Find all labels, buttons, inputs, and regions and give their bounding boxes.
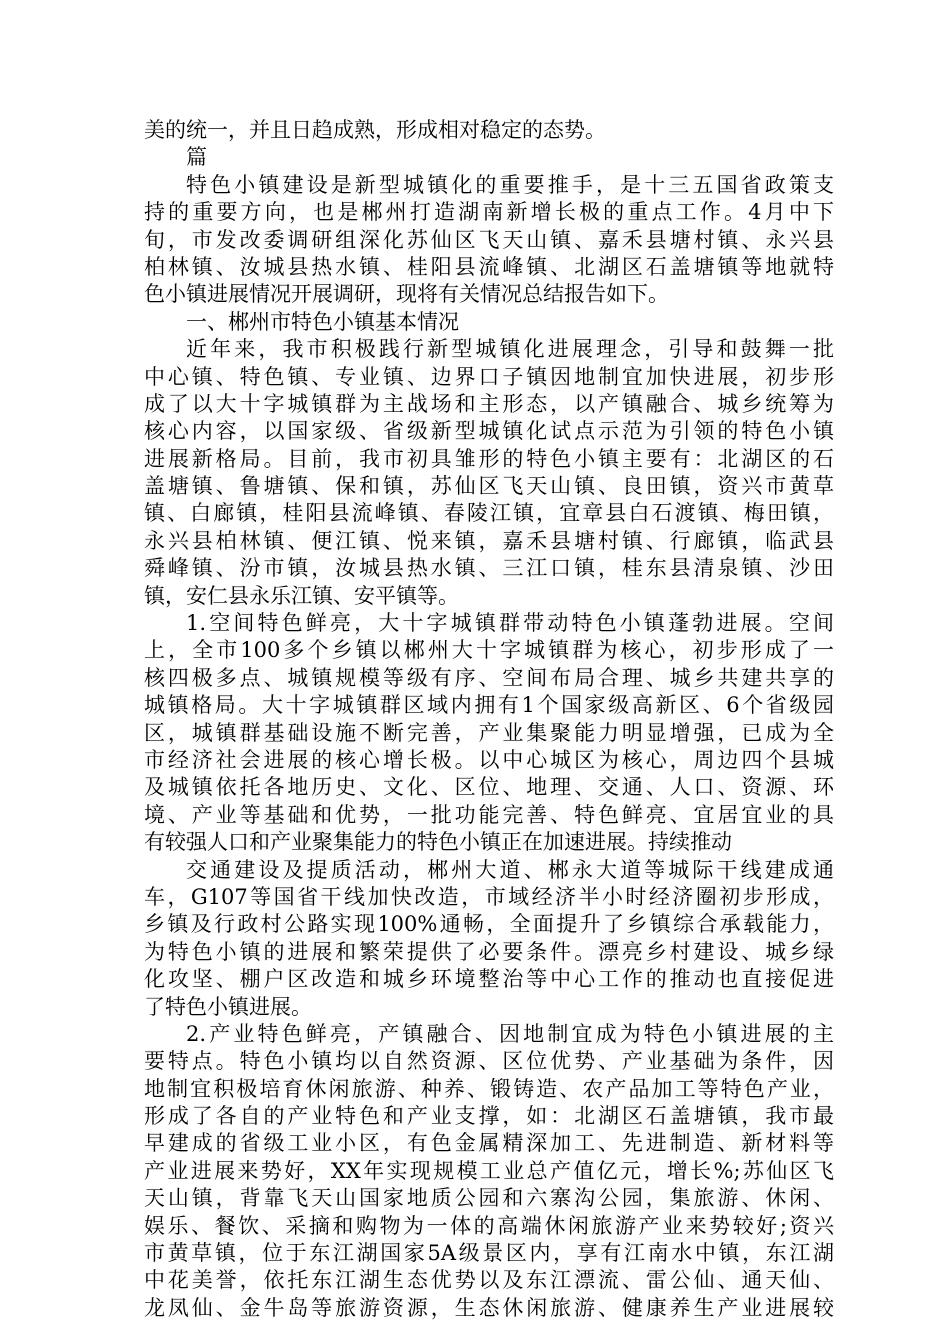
text-line: 及城镇依托各地历史、文化、区位、地理、交通、人口、资源、环 bbox=[144, 775, 834, 800]
text-line: 为特色小镇的进展和繁荣提供了必要条件。漂亮乡村建设、城乡绿 bbox=[144, 939, 834, 964]
text-line: 城镇格局。大十字城镇群区域内拥有1个国家级高新区、6个省级园 bbox=[144, 693, 834, 718]
text-line: 1.空间特色鲜亮，大十字城镇群带动特色小镇蓬勃进展。空间 bbox=[186, 611, 834, 636]
text-line: 天山镇，背靠飞天山国家地质公园和六寨沟公园，集旅游、休闲、 bbox=[144, 1186, 834, 1211]
text-line: 了特色小镇进展。 bbox=[144, 994, 312, 1019]
text-line: 一、郴州市特色小镇基本情况 bbox=[186, 309, 459, 334]
text-line: 产业进展来势好，XX年实现规模工业总产值亿元，增长%;苏仙区飞 bbox=[144, 1158, 834, 1183]
text-line: 核四极多点、城镇规模等级有序、空间布局合理、城乡共建共享的 bbox=[144, 665, 834, 690]
text-line: 篇 bbox=[186, 145, 207, 170]
text-line: 永兴县柏林镇、便江镇、悦来镇，嘉禾县塘村镇、行廊镇，临武县 bbox=[144, 528, 834, 553]
text-line: 色小镇进展情况开展调研，现将有关情况总结报告如下。 bbox=[144, 282, 669, 307]
text-line: 近年来，我市积极践行新型城镇化进展理念，引导和鼓舞一批 bbox=[186, 337, 834, 362]
text-line: 化攻坚、棚户区改造和城乡环境整治等中心工作的推动也直接促进 bbox=[144, 967, 834, 992]
text-line: 车，G107等国省干线加快改造，市域经济半小时经济圈初步形成， bbox=[144, 884, 834, 909]
text-line: 早建成的省级工业小区，有色金属精深加工、先进制造、新材料等 bbox=[144, 1131, 834, 1156]
text-line: 进展新格局。目前，我市初具雏形的特色小镇主要有：北湖区的石 bbox=[144, 446, 834, 471]
text-line: 龙凤仙、金牛岛等旅游资源，生态休闲旅游、健康养生产业进展较 bbox=[144, 1295, 834, 1320]
text-line: 中心镇、特色镇、专业镇、边界口子镇因地制宜加快进展，初步形 bbox=[144, 364, 834, 389]
text-line: 盖塘镇、鲁塘镇、保和镇，苏仙区飞天山镇、良田镇，资兴市黄草 bbox=[144, 474, 834, 499]
text-line: 持的重要方向，也是郴州打造湖南新增长极的重点工作。4月中下 bbox=[144, 200, 834, 225]
text-line: 市经济社会进展的核心增长极。以中心城区为核心，周边四个县城 bbox=[144, 747, 834, 772]
text-line: 中花美誉，依托东江湖生态优势以及东江漂流、雷公仙、通天仙、 bbox=[144, 1268, 834, 1293]
text-line: 美的统一，并且日趋成熟，形成相对稳定的态势。 bbox=[144, 118, 606, 142]
text-line: 特色小镇建设是新型城镇化的重要推手，是十三五国省政策支 bbox=[186, 172, 834, 197]
text-line: 旬，市发改委调研组深化苏仙区飞天山镇、嘉禾县塘村镇、永兴县 bbox=[144, 227, 834, 252]
text-line: 舜峰镇、汾市镇，汝城县热水镇、三江口镇，桂东县清泉镇、沙田 bbox=[144, 556, 834, 581]
text-line: 形成了各自的产业特色和产业支撑，如：北湖区石盖塘镇，我市最 bbox=[144, 1104, 834, 1129]
text-line: 核心内容，以国家级、省级新型城镇化试点示范为引领的特色小镇 bbox=[144, 419, 834, 444]
text-line: 镇、白廊镇，桂阳县流峰镇、春陵江镇，宜章县白石渡镇、梅田镇， bbox=[144, 501, 834, 526]
text-line: 有较强人口和产业聚集能力的特色小镇正在加速进展。持续推动 bbox=[144, 830, 732, 855]
text-line: 乡镇及行政村公路实现100%通畅，全面提升了乡镇综合承载能力， bbox=[144, 912, 834, 937]
text-line: 上，全市100多个乡镇以郴州大十字城镇群为核心，初步形成了一 bbox=[144, 638, 834, 663]
text-line: 区，城镇群基础设施不断完善，产业集聚能力明显增强，已成为全 bbox=[144, 720, 834, 745]
text-line: 要特点。特色小镇均以自然资源、区位优势、产业基础为条件，因 bbox=[144, 1049, 834, 1074]
text-line: 境、产业等基础和优势，一批功能完善、特色鲜亮、宜居宜业的具 bbox=[144, 802, 834, 827]
text-line: 交通建设及提质活动，郴州大道、郴永大道等城际干线建成通 bbox=[186, 857, 834, 882]
text-line: 2.产业特色鲜亮，产镇融合、因地制宜成为特色小镇进展的主 bbox=[186, 1021, 834, 1046]
text-line: 市黄草镇，位于东江湖国家5A级景区内，享有江南水中镇，东江湖 bbox=[144, 1241, 834, 1266]
text-line: 地制宜积极培育休闲旅游、种养、锻铸造、农产品加工等特色产业， bbox=[144, 1076, 834, 1101]
document-body bbox=[144, 117, 834, 1322]
text-line: 娱乐、餐饮、采摘和购物为一体的高端休闲旅游产业来势较好;资兴 bbox=[144, 1213, 834, 1238]
text-line: 柏林镇、汝城县热水镇、桂阳县流峰镇、北湖区石盖塘镇等地就特 bbox=[144, 254, 834, 279]
text-line: 成了以大十字城镇群为主战场和主形态，以产镇融合、城乡统筹为 bbox=[144, 391, 834, 416]
text-line: 镇，安仁县永乐江镇、安平镇等。 bbox=[144, 583, 459, 608]
